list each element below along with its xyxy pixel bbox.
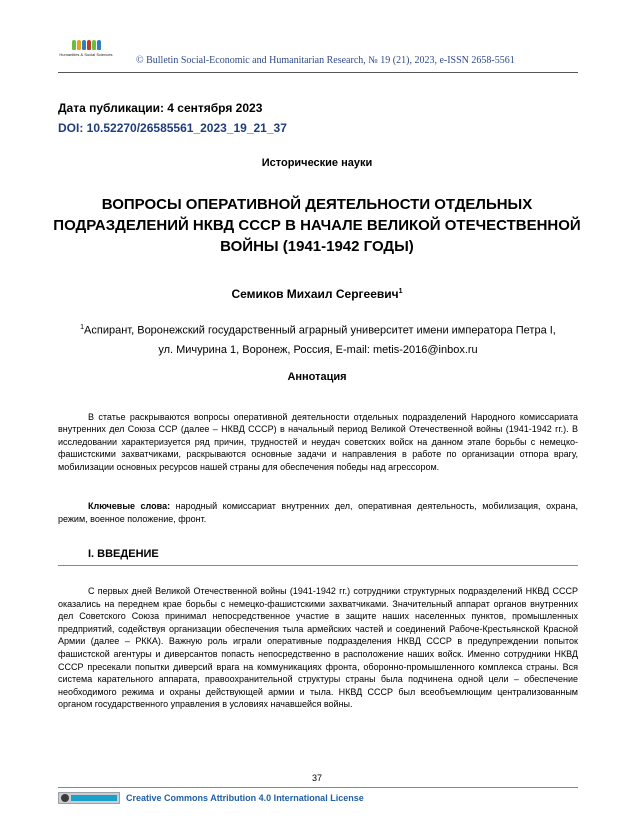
header-divider [58,72,578,73]
person-icon [97,40,101,50]
logo-people-icon [58,38,114,50]
license-link[interactable]: Creative Commons Attribution 4.0 International License [126,793,364,803]
intro-paragraph: С первых дней Великой Отечественной войны (1941-1942 гг.) сотрудники структурных подразделений НКВД СССР оказались на переднем крае борьбы с немецко-фашистскими захватчиками. Значительный аппарат органов внутренних дел Советского Союза принимал непосредственное участие в защите наших населенных пунктов, промышленных предприятий, содействуя организации обеспечения тыла армейских частей и соединений Рабоче-Крестьянской Красной Армии (далее – РККА). Важную роль играли оперативные подразделения НКВД СССР в предупреждении попыток фашистской агентуры и диверсантов попасть непосредственно в расположение наших войск. Именно сотрудники НКВД СССР пресекали попытки диверсий врага на коммуникациях фронта, оборонно-промышленного комплекса страны. Вся система карательного аппарата, правоохранительной структуры страны была подчинена одной цели – обеспечение необходимого режима и охраны действующей армии и тыла. НКВД СССР был всеобъемлющим централизованным органом государственного управления в условиях начавшейся войны. [58,586,578,710]
section-heading: Исторические науки [261,157,373,169]
affiliation-text: Аспирант, Воронежский государственный аграрный университет имени императора Петра I, [84,324,556,337]
person-icon [77,40,81,50]
keywords [58,500,578,525]
keywords-text: народный комиссариат внутренних дел, оперативная деятельность, мобилизация, охрана, режим, военное положение, фронт. [58,501,578,524]
author-superscript: 1 [398,288,403,295]
logo-text: Humanities & Social Sciences [59,52,113,57]
author-name [0,287,634,301]
affiliation-superscript: 1 [80,324,85,331]
author-affiliation [58,318,578,360]
abstract-heading: Аннотация [287,371,347,383]
affiliation-line-1 [58,318,578,341]
article-title [50,194,584,257]
person-icon [82,40,86,50]
title-line: ПОДРАЗДЕЛЕНИЙ НКВД СССР В НАЧАЛЕ ВЕЛИКОЙ ОТЕЧЕСТВЕННОЙ [53,217,581,234]
page-header [58,38,578,72]
doi-link[interactable]: DOI: 10.52270/26585561_2023_19_21_37 [58,121,287,135]
journal-logo [58,38,114,68]
page-number: 37 [311,773,322,783]
person-icon [92,40,96,50]
cc-icon [61,794,69,802]
journal-citation: © Bulletin Social-Economic and Humanitarian Research, № 19 (21), 2023, e-ISSN 2658-5561 [136,55,515,66]
abstract-text: В статье раскрываются вопросы оперативной деятельности отдельных подразделений Народного комиссариата внутренних дел Союза ССР (далее – НКВД СССР) в начальный период Великой Отечественной войны (1941-1942 гг.). В исследовании характеризуется ряд причин, трудностей и неудач советских войск на данном этапе борьбы с немецко-фашистскими захватчиками, раскрываются основные задачи и направления в работе по организации отпора врагу, мобилизации основных ресурсов нашей страны для обеспечения победы над агрессором. [58,412,578,472]
person-icon [72,40,76,50]
title-line: ВОПРОСЫ ОПЕРАТИВНОЙ ДЕЯТЕЛЬНОСТИ ОТДЕЛЬНЫХ [101,196,533,213]
intro-divider [58,565,578,566]
title-line: ВОЙНЫ (1941-1942 ГОДЫ) [220,238,414,255]
intro-heading: I. ВВЕДЕНИЕ [88,548,159,560]
footer-divider [58,787,578,788]
person-icon [87,40,91,50]
publication-date: Дата публикации: 4 сентября 2023 [58,101,263,115]
cc-by-icon [71,795,117,801]
affiliation-line-2: ул. Мичурина 1, Воронеж, Россия, E-mail: metis-2016@inbox.ru [158,343,478,356]
cc-license-badge[interactable] [58,792,120,804]
author-name-text: Семиков Михаил Сергеевич [231,287,399,301]
keywords-label: Ключевые слова: [88,501,171,511]
